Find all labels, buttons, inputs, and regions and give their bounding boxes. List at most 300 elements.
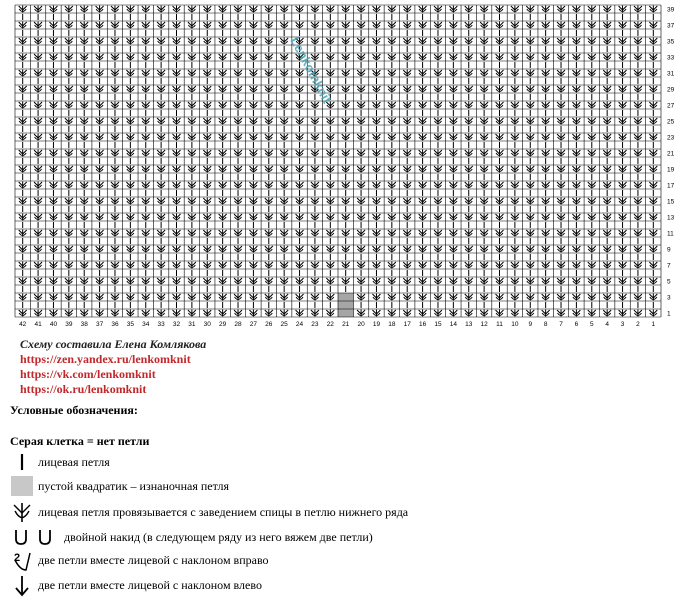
knit-below-symbol <box>403 54 411 61</box>
knit-below-symbol <box>526 262 534 269</box>
gray-cell <box>338 309 353 317</box>
column-label: 17 <box>403 321 411 328</box>
column-label: 3 <box>620 321 625 328</box>
knit-below-symbol <box>649 230 657 237</box>
knit-below-symbol <box>249 54 257 61</box>
knit-below-symbol <box>173 38 181 45</box>
knit-below-symbol <box>342 230 350 237</box>
knit-below-symbol <box>96 294 104 301</box>
knit-below-symbol <box>173 198 181 205</box>
knit-below-symbol <box>480 70 488 77</box>
knit-below-symbol <box>19 294 27 301</box>
knit-below-symbol <box>388 166 396 173</box>
column-label: 11 <box>496 321 503 328</box>
knit-below-symbol <box>65 262 73 269</box>
knit-below-symbol <box>311 6 319 13</box>
knit-below-symbol <box>603 262 611 269</box>
knit-below-symbol <box>619 310 627 317</box>
knit-below-symbol <box>80 310 88 317</box>
knit-below-symbol <box>265 54 273 61</box>
knit-below-symbol <box>65 54 73 61</box>
knit-below-symbol <box>311 230 319 237</box>
row-label: 11 <box>667 230 674 238</box>
knit-below-symbol <box>80 86 88 93</box>
knit-below-symbol <box>419 262 427 269</box>
knit-below-symbol <box>357 214 365 221</box>
knit-below-symbol <box>49 166 57 173</box>
knit-below-symbol <box>142 294 150 301</box>
knit-below-symbol <box>249 118 257 125</box>
knit-below-symbol <box>34 70 42 77</box>
knit-below-symbol <box>234 102 242 109</box>
knit-below-symbol <box>142 246 150 253</box>
knit-below-symbol <box>449 310 457 317</box>
row-label: 7 <box>667 262 671 270</box>
knit-below-symbol <box>542 246 550 253</box>
knit-below-symbol <box>357 134 365 141</box>
knit-below-symbol <box>65 214 73 221</box>
knit-below-symbol <box>142 22 150 29</box>
knit-below-symbol <box>142 150 150 157</box>
knit-below-symbol <box>419 166 427 173</box>
knit-below-symbol <box>588 246 596 253</box>
link-vk[interactable]: https://vk.com/lenkomknit <box>20 367 156 381</box>
knit-below-symbol <box>572 150 580 157</box>
knit-below-symbol <box>173 262 181 269</box>
column-label: 26 <box>265 321 273 328</box>
knit-below-symbol <box>34 86 42 93</box>
knit-below-symbol <box>634 134 642 141</box>
k2tog-right-icon <box>10 550 34 570</box>
knit-below-symbol <box>49 150 57 157</box>
knit-below-symbol <box>203 246 211 253</box>
knit-below-symbol <box>280 22 288 29</box>
knit-below-symbol <box>511 86 519 93</box>
knit-below-symbol <box>34 134 42 141</box>
knit-below-symbol <box>588 70 596 77</box>
knit-below-symbol <box>219 54 227 61</box>
knit-below-symbol <box>142 38 150 45</box>
knit-below-symbol <box>388 278 396 285</box>
knit-below-symbol <box>265 278 273 285</box>
knit-below-symbol <box>588 182 596 189</box>
knit-below-symbol <box>96 54 104 61</box>
knit-below-symbol <box>403 294 411 301</box>
knit-below-symbol <box>19 278 27 285</box>
gray-cell <box>338 301 353 309</box>
knit-below-symbol <box>19 54 27 61</box>
knit-below-symbol <box>126 262 134 269</box>
knit-below-symbol <box>249 150 257 157</box>
knit-below-symbol <box>419 134 427 141</box>
legend-item-k2tog-right: 2 две петли вместе лицевой с наклоном вправо <box>10 550 269 570</box>
knit-below-symbol <box>280 310 288 317</box>
knit-below-symbol <box>603 166 611 173</box>
knit-below-symbol <box>65 278 73 285</box>
knit-below-symbol <box>557 166 565 173</box>
knit-below-symbol <box>511 134 519 141</box>
knit-below-symbol <box>126 310 134 317</box>
knit-below-symbol <box>203 230 211 237</box>
knit-below-symbol <box>49 294 57 301</box>
knit-below-symbol <box>572 38 580 45</box>
knit-below-symbol <box>465 70 473 77</box>
row-label: 29 <box>667 86 675 94</box>
knit-below-symbol <box>296 294 304 301</box>
knit-below-symbol <box>419 182 427 189</box>
knit-below-symbol <box>19 230 27 237</box>
knit-below-symbol <box>188 278 196 285</box>
knit-below-symbol <box>111 6 119 13</box>
knit-below-symbol <box>465 118 473 125</box>
knit-below-symbol <box>496 70 504 77</box>
knit-below-symbol <box>234 70 242 77</box>
knit-below-symbol <box>49 102 57 109</box>
knit-below-icon <box>10 502 34 522</box>
knit-below-symbol <box>449 198 457 205</box>
knit-below-symbol <box>249 262 257 269</box>
knit-below-symbol <box>449 54 457 61</box>
knit-below-symbol <box>419 246 427 253</box>
knit-below-symbol <box>34 6 42 13</box>
knit-below-symbol <box>588 86 596 93</box>
knit-below-symbol <box>557 134 565 141</box>
knit-below-symbol <box>234 214 242 221</box>
knit-below-symbol <box>203 38 211 45</box>
row-label: 3 <box>667 294 671 302</box>
knit-below-symbol <box>542 6 550 13</box>
knit-below-symbol <box>203 262 211 269</box>
knit-below-symbol <box>480 118 488 125</box>
knit-below-symbol <box>34 22 42 29</box>
knit-below-symbol <box>434 22 442 29</box>
row-label: 13 <box>667 214 675 222</box>
knit-below-symbol <box>342 86 350 93</box>
knit-below-symbol <box>111 230 119 237</box>
knit-below-symbol <box>96 86 104 93</box>
knit-below-symbol <box>419 102 427 109</box>
knit-below-symbol <box>603 134 611 141</box>
knit-below-symbol <box>388 230 396 237</box>
knit-below-symbol <box>603 54 611 61</box>
knit-below-symbol <box>65 38 73 45</box>
knit-below-symbol <box>142 310 150 317</box>
column-label: 36 <box>111 321 119 328</box>
knit-below-symbol <box>649 118 657 125</box>
knit-below-symbol <box>634 278 642 285</box>
knit-below-symbol <box>65 86 73 93</box>
knit-below-symbol <box>372 70 380 77</box>
knit-below-symbol <box>372 198 380 205</box>
knit-below-symbol <box>49 134 57 141</box>
knit-below-symbol <box>34 278 42 285</box>
knit-below-symbol <box>96 118 104 125</box>
knit-below-symbol <box>603 6 611 13</box>
knit-below-symbol <box>649 262 657 269</box>
knit-below-symbol <box>634 102 642 109</box>
knit-below-symbol <box>372 262 380 269</box>
knit-below-symbol <box>234 38 242 45</box>
knit-below-symbol <box>603 198 611 205</box>
knit-below-symbol <box>649 198 657 205</box>
knit-below-symbol <box>449 214 457 221</box>
knit-below-symbol <box>542 166 550 173</box>
knit-below-symbol <box>249 70 257 77</box>
knit-below-symbol <box>557 118 565 125</box>
knit-below-symbol <box>372 182 380 189</box>
knit-below-symbol <box>619 166 627 173</box>
knit-below-symbol <box>434 102 442 109</box>
knit-below-symbol <box>111 86 119 93</box>
knit-below-symbol <box>19 214 27 221</box>
knit-below-symbol <box>496 230 504 237</box>
knit-below-symbol <box>619 86 627 93</box>
knit-below-symbol <box>34 166 42 173</box>
knit-below-symbol <box>49 246 57 253</box>
knit-below-symbol <box>557 246 565 253</box>
knit-below-symbol <box>34 214 42 221</box>
knit-below-symbol <box>434 230 442 237</box>
knit-below-symbol <box>203 150 211 157</box>
knit-below-symbol <box>388 22 396 29</box>
column-label: 8 <box>543 321 548 328</box>
knit-below-symbol <box>111 38 119 45</box>
knit-below-symbol <box>311 150 319 157</box>
knit-below-symbol <box>603 278 611 285</box>
knit-below-symbol <box>19 182 27 189</box>
knit-below-symbol <box>465 102 473 109</box>
knit-below-symbol <box>126 150 134 157</box>
knit-below-symbol <box>219 214 227 221</box>
knit-below-symbol <box>188 118 196 125</box>
knit-below-symbol <box>188 6 196 13</box>
knit-below-symbol <box>234 166 242 173</box>
knit-below-symbol <box>280 246 288 253</box>
knit-below-symbol <box>434 262 442 269</box>
knit-below-symbol <box>572 230 580 237</box>
row-label: 31 <box>667 70 675 78</box>
knit-below-symbol <box>49 38 57 45</box>
knit-below-symbol <box>296 166 304 173</box>
knit-below-symbol <box>49 262 57 269</box>
knit-below-symbol <box>496 102 504 109</box>
knit-below-symbol <box>111 278 119 285</box>
knit-below-symbol <box>619 22 627 29</box>
knit-below-symbol <box>65 118 73 125</box>
knit-below-symbol <box>403 262 411 269</box>
knit-below-symbol <box>188 262 196 269</box>
knit-below-symbol <box>188 294 196 301</box>
knit-below-symbol <box>372 22 380 29</box>
knit-below-symbol <box>188 134 196 141</box>
knit-below-symbol <box>619 150 627 157</box>
knit-below-symbol <box>480 214 488 221</box>
knit-below-symbol <box>249 198 257 205</box>
knit-below-symbol <box>542 230 550 237</box>
link-zen[interactable]: https://zen.yandex.ru/lenkomknit <box>20 352 191 366</box>
knit-below-symbol <box>173 182 181 189</box>
knit-below-symbol <box>96 246 104 253</box>
knit-below-symbol <box>388 262 396 269</box>
knit-below-symbol <box>173 166 181 173</box>
knit-below-symbol <box>203 134 211 141</box>
knit-below-symbol <box>296 86 304 93</box>
knit-below-symbol <box>372 6 380 13</box>
knit-below-symbol <box>434 118 442 125</box>
knit-below-symbol <box>142 86 150 93</box>
knit-below-symbol <box>126 246 134 253</box>
knit-below-symbol <box>649 246 657 253</box>
knit-below-symbol <box>419 198 427 205</box>
knit-below-symbol <box>634 150 642 157</box>
knit-below-symbol <box>465 166 473 173</box>
empty-square-icon <box>10 476 34 496</box>
knit-below-symbol <box>265 118 273 125</box>
knit-below-symbol <box>480 294 488 301</box>
knit-below-symbol <box>280 150 288 157</box>
knit-below-symbol <box>49 6 57 13</box>
knit-below-symbol <box>203 182 211 189</box>
knit-below-symbol <box>465 86 473 93</box>
knit-below-symbol <box>96 262 104 269</box>
column-label: 25 <box>280 321 288 328</box>
knit-below-symbol <box>434 150 442 157</box>
legend-title: Условные обозначения: <box>10 403 138 417</box>
knit-below-symbol <box>265 70 273 77</box>
knit-below-symbol <box>80 198 88 205</box>
knit-below-symbol <box>403 118 411 125</box>
column-label: 41 <box>34 321 42 328</box>
knit-below-symbol <box>111 262 119 269</box>
watermark: Lenkomknit <box>287 34 335 106</box>
knit-below-symbol <box>619 54 627 61</box>
knit-below-symbol <box>342 54 350 61</box>
knit-below-symbol <box>280 262 288 269</box>
knit-below-symbol <box>96 182 104 189</box>
knit-below-symbol <box>480 166 488 173</box>
column-label: 28 <box>234 321 242 328</box>
row-label: 15 <box>667 198 675 206</box>
knit-below-symbol <box>173 22 181 29</box>
knit-below-symbol <box>80 22 88 29</box>
knit-below-symbol <box>34 310 42 317</box>
knit-below-symbol <box>603 294 611 301</box>
knit-below-symbol <box>80 214 88 221</box>
knit-below-symbol <box>496 294 504 301</box>
knit-below-symbol <box>342 134 350 141</box>
link-ok[interactable]: https://ok.ru/lenkomknit <box>20 382 147 396</box>
knit-below-symbol <box>249 102 257 109</box>
knit-below-symbol <box>49 230 57 237</box>
knit-below-symbol <box>511 54 519 61</box>
knit-below-symbol <box>603 102 611 109</box>
knit-below-symbol <box>296 22 304 29</box>
column-label: 14 <box>449 321 457 328</box>
knit-below-symbol <box>496 262 504 269</box>
knit-below-symbol <box>649 22 657 29</box>
legend-item-purl: пустой квадратик – изнаночная петля <box>10 476 229 496</box>
knit-below-symbol <box>496 22 504 29</box>
knit-below-symbol <box>265 310 273 317</box>
knit-below-symbol <box>311 278 319 285</box>
knit-below-symbol <box>19 166 27 173</box>
knit-below-symbol <box>619 262 627 269</box>
knit-below-symbol <box>357 262 365 269</box>
knit-below-symbol <box>634 198 642 205</box>
knit-below-symbol <box>357 278 365 285</box>
knit-below-symbol <box>465 198 473 205</box>
knit-below-symbol <box>265 198 273 205</box>
knit-below-symbol <box>649 182 657 189</box>
knit-below-symbol <box>188 70 196 77</box>
knit-below-symbol <box>157 6 165 13</box>
knit-below-symbol <box>403 102 411 109</box>
knit-below-symbol <box>419 294 427 301</box>
knit-below-symbol <box>634 310 642 317</box>
knit-below-symbol <box>619 294 627 301</box>
knit-below-symbol <box>188 54 196 61</box>
knit-below-symbol <box>326 214 334 221</box>
knit-below-symbol <box>511 22 519 29</box>
knit-below-symbol <box>111 166 119 173</box>
knit-below-symbol <box>80 166 88 173</box>
knit-below-symbol <box>619 246 627 253</box>
column-label: 24 <box>295 321 304 328</box>
knit-below-symbol <box>265 102 273 109</box>
knit-below-symbol <box>280 6 288 13</box>
knit-below-symbol <box>19 134 27 141</box>
knit-below-symbol <box>526 118 534 125</box>
knit-below-symbol <box>449 262 457 269</box>
knit-below-symbol <box>372 102 380 109</box>
knit-below-symbol <box>403 38 411 45</box>
knit-below-symbol <box>480 310 488 317</box>
knit-below-symbol <box>557 214 565 221</box>
knit-below-symbol <box>142 6 150 13</box>
knit-below-symbol <box>449 22 457 29</box>
knit-below-symbol <box>603 86 611 93</box>
knit-below-symbol <box>588 214 596 221</box>
knit-below-symbol <box>480 102 488 109</box>
knit-below-symbol <box>465 54 473 61</box>
knit-below-symbol <box>96 230 104 237</box>
knit-below-symbol <box>157 262 165 269</box>
knit-below-symbol <box>542 134 550 141</box>
knit-below-symbol <box>34 230 42 237</box>
knit-below-symbol <box>219 230 227 237</box>
knit-below-symbol <box>219 134 227 141</box>
knit-below-symbol <box>280 166 288 173</box>
knit-below-symbol <box>557 22 565 29</box>
knit-below-symbol <box>311 182 319 189</box>
knit-below-symbol <box>326 182 334 189</box>
knit-below-symbol <box>80 6 88 13</box>
knit-below-symbol <box>649 294 657 301</box>
knit-below-symbol <box>511 6 519 13</box>
knit-below-symbol <box>588 6 596 13</box>
knit-below-symbol <box>588 294 596 301</box>
knit-below-symbol <box>603 246 611 253</box>
knit-below-symbol <box>419 54 427 61</box>
knit-below-symbol <box>542 38 550 45</box>
knit-below-symbol <box>496 278 504 285</box>
knit-below-symbol <box>619 6 627 13</box>
knit-below-symbol <box>49 86 57 93</box>
knit-below-symbol <box>557 278 565 285</box>
knit-below-symbol <box>388 134 396 141</box>
knit-below-symbol <box>80 246 88 253</box>
knit-below-symbol <box>572 22 580 29</box>
